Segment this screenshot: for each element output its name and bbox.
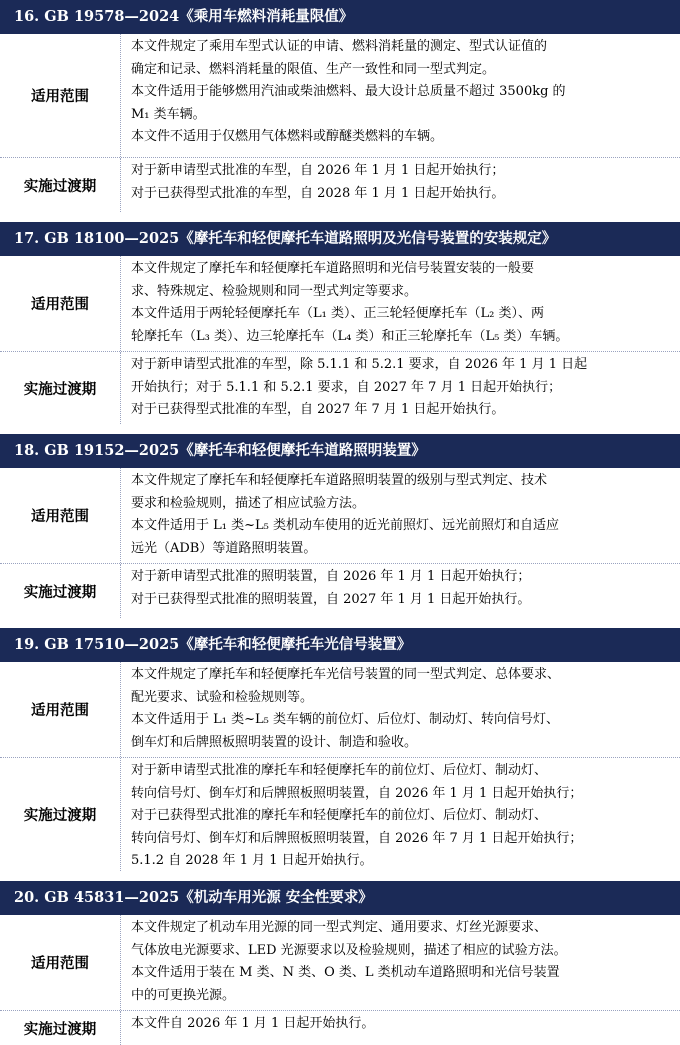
transition-content xyxy=(121,564,680,618)
section-title: 18. GB 19152—2025《摩托车和轻便摩托车道路照明装置》 xyxy=(0,434,680,468)
text-line: 对于已获得型式批准的车型，自 2027 年 7 月 1 日起开始执行。 xyxy=(131,402,505,417)
standard-section xyxy=(0,434,680,618)
section-title: 16. GB 19578—2024《乘用车燃料消耗量限值》 xyxy=(0,0,680,34)
text-line: 对于新申请型式批准的车型，除 5.1.1 和 5.2.1 要求，自 2026 年 1 月 1 日起 xyxy=(131,357,588,372)
scope-label: 适用范围 xyxy=(0,915,121,1010)
text-line: 对于新申请型式批准的车型，自 2026 年 1 月 1 日起开始执行； xyxy=(131,163,505,178)
text-line: 本文件适用于 L₁ 类~L₅ 类车辆的前位灯、后位灯、制动灯、转向信号灯、 xyxy=(131,712,559,727)
transition-content xyxy=(121,758,680,871)
text-line: 本文件规定了摩托车和轻便摩托车光信号装置的同一型式判定、总体要求、 xyxy=(131,667,561,682)
text-line: 转向信号灯、倒车灯和后牌照板照明装置，自 2026 年 1 月 1 日起开始执行； xyxy=(131,785,583,801)
transition-row xyxy=(0,758,680,871)
scope-content xyxy=(121,34,680,157)
text-line: 配光要求、试验和检验规则等。 xyxy=(131,689,314,705)
scope-row xyxy=(0,256,680,352)
transition-row xyxy=(0,158,680,212)
scope-content xyxy=(121,662,680,757)
text-line: 倒车灯和后牌照板照明装置的设计、制造和验收。 xyxy=(131,734,418,750)
text-line: 对于新申请型式批准的照明装置，自 2026 年 1 月 1 日起开始执行； xyxy=(131,569,531,584)
text-line: M₁ 类车辆。 xyxy=(131,106,206,122)
text-line: 5.1.2 自 2028 年 1 月 1 日起开始执行。 xyxy=(131,853,373,868)
transition-label: 实施过渡期 xyxy=(0,564,121,618)
text-line: 确定和记录、燃料消耗量的限值、生产一致性和同一型式判定。 xyxy=(131,61,496,77)
text-line: 本文件规定了机动车用光源的同一型式判定、通用要求、灯丝光源要求、 xyxy=(131,920,548,935)
text-line: 对于已获得型式批准的车型，自 2028 年 1 月 1 日起开始执行。 xyxy=(131,185,505,201)
text-line: 本文件适用于两轮轻便摩托车（L₁ 类）、正三轮轻便摩托车（L₂ 类）、两 xyxy=(131,306,544,321)
transition-content xyxy=(121,352,680,424)
scope-label: 适用范围 xyxy=(0,256,121,351)
text-line: 开始执行；对于 5.1.1 和 5.2.1 要求，自 2027 年 7 月 1 日起开始执行； xyxy=(131,379,562,395)
scope-content xyxy=(121,915,680,1010)
text-line: 中的可更换光源。 xyxy=(131,987,236,1003)
text-line: 本文件规定了摩托车和轻便摩托车道路照明装置的级别与型式判定、技术 xyxy=(131,473,548,488)
transition-content xyxy=(121,158,680,212)
standard-section xyxy=(0,0,680,212)
text-line: 本文件自 2026 年 1 月 1 日起开始执行。 xyxy=(131,1016,375,1031)
text-line: 求、特殊规定、检验规则和同一型式判定等要求。 xyxy=(131,283,418,299)
text-line: 本文件适用于能够燃用汽油或柴油燃料、最大设计总质量不超过 3500kg 的 xyxy=(131,84,566,99)
section-title: 19. GB 17510—2025《摩托车和轻便摩托车光信号装置》 xyxy=(0,628,680,662)
text-line: 本文件规定了乘用车型式认证的申请、燃料消耗量的测定、型式认证值的 xyxy=(131,39,548,54)
transition-label: 实施过渡期 xyxy=(0,158,121,212)
section-gap xyxy=(0,871,680,881)
standard-section xyxy=(0,628,680,871)
text-line: 转向信号灯、倒车灯和后牌照板照明装置，自 2026 年 7 月 1 日起开始执行； xyxy=(131,830,583,846)
text-line: 气体放电光源要求、LED 光源要求以及检验规则，描述了相应的试验方法。 xyxy=(131,942,567,958)
section-title: 17. GB 18100—2025《摩托车和轻便摩托车道路照明及光信号装置的安装规定》 xyxy=(0,222,680,256)
text-line: 本文件不适用于仅燃用气体燃料或醇醚类燃料的车辆。 xyxy=(131,129,444,144)
scope-row xyxy=(0,34,680,158)
text-line: 轮摩托车（L₃ 类）、边三轮摩托车（L₄ 类）和正三轮摩托车（L₅ 类）车辆。 xyxy=(131,328,569,344)
transition-row xyxy=(0,564,680,618)
text-line: 本文件适用于装在 M 类、N 类、O 类、L 类机动车道路照明和光信号装置 xyxy=(131,965,560,980)
section-gap xyxy=(0,212,680,222)
scope-label: 适用范围 xyxy=(0,34,121,157)
text-line: 对于新申请型式批准的摩托车和轻便摩托车的前位灯、后位灯、制动灯、 xyxy=(131,763,548,778)
transition-content xyxy=(121,1011,680,1045)
scope-label: 适用范围 xyxy=(0,468,121,563)
scope-label: 适用范围 xyxy=(0,662,121,757)
scope-content xyxy=(121,468,680,563)
transition-label: 实施过渡期 xyxy=(0,1011,121,1045)
section-title: 20. GB 45831—2025《机动车用光源 安全性要求》 xyxy=(0,881,680,915)
transition-row xyxy=(0,352,680,424)
scope-content xyxy=(121,256,680,351)
transition-label: 实施过渡期 xyxy=(0,352,121,424)
text-line: 远光（ADB）等道路照明装置。 xyxy=(131,540,317,556)
text-line: 对于已获得型式批准的照明装置，自 2027 年 1 月 1 日起开始执行。 xyxy=(131,591,531,607)
section-gap xyxy=(0,618,680,628)
standard-section xyxy=(0,222,680,424)
transition-label: 实施过渡期 xyxy=(0,758,121,871)
text-line: 对于已获得型式批准的摩托车和轻便摩托车的前位灯、后位灯、制动灯、 xyxy=(131,808,548,823)
scope-row xyxy=(0,468,680,564)
transition-row xyxy=(0,1011,680,1045)
scope-row xyxy=(0,662,680,758)
text-line: 本文件适用于 L₁ 类~L₅ 类机动车使用的近光前照灯、远光前照灯和自适应 xyxy=(131,518,559,533)
text-line: 本文件规定了摩托车和轻便摩托车道路照明和光信号装置安装的一般要 xyxy=(131,261,535,276)
standard-section xyxy=(0,881,680,1045)
text-line: 要求和检验规则，描述了相应试验方法。 xyxy=(131,495,366,511)
scope-row xyxy=(0,915,680,1011)
section-gap xyxy=(0,424,680,434)
